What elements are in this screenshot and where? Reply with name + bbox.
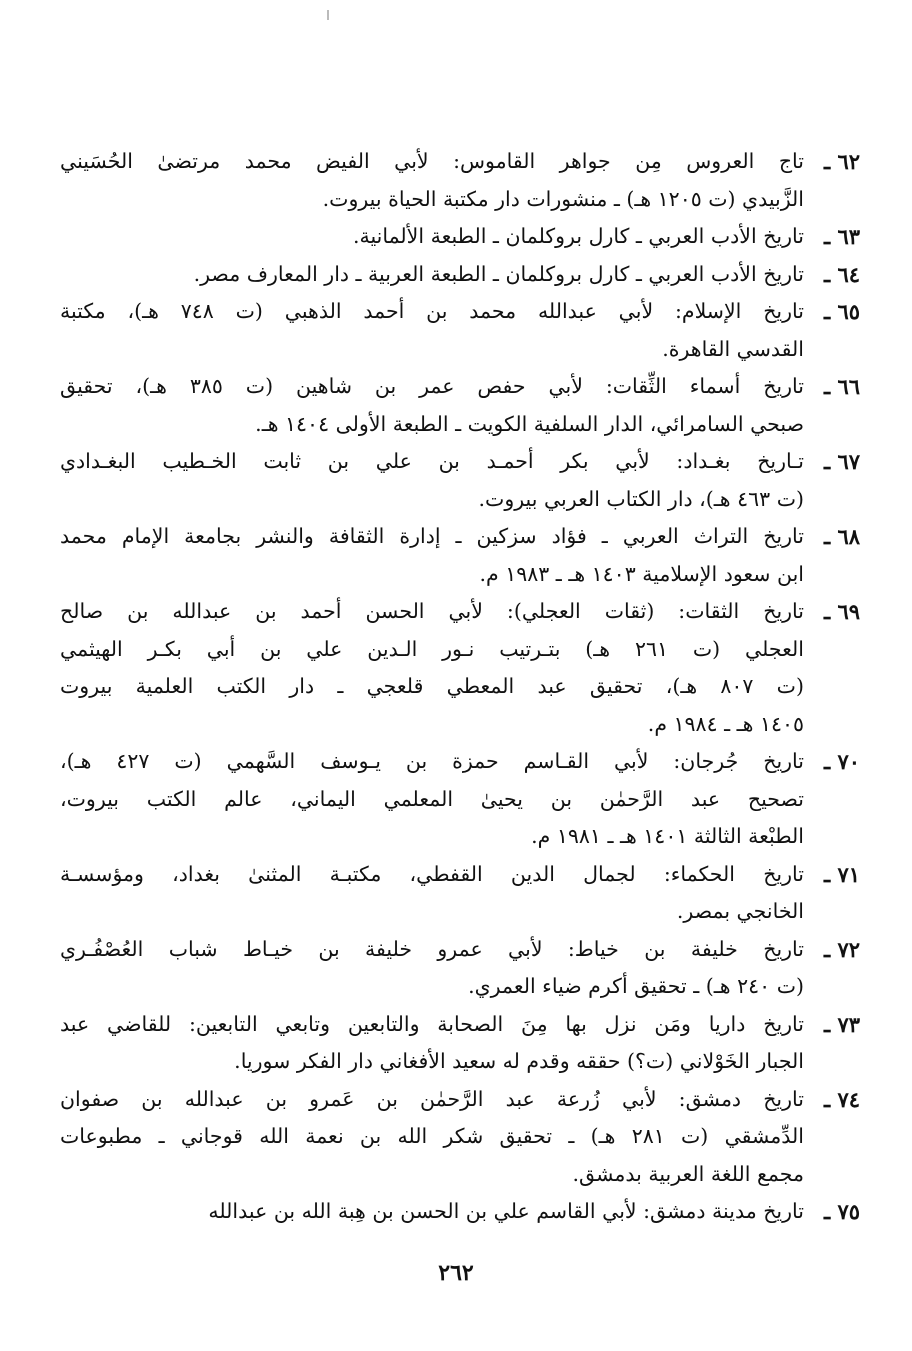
entry-text — [60, 443, 804, 518]
entry-text — [60, 368, 804, 443]
entry-line: تصحيح عبد الرَّحمٰن بن يحيىٰ المعلمي اليماني، عالم الكتب بيروت، — [60, 786, 804, 811]
top-margin-mark — [327, 10, 329, 20]
entry-line: تاريخ الأدب العربي ـ كارل بروكلمان ـ الطبعة العربية ـ دار المعارف مصر. — [193, 261, 804, 286]
entry-line: تـاريخ بغـداد: لأبي بكر أحمـد بن علي بن ثابت الخـطيب البغـدادي — [60, 449, 804, 473]
entry-text — [60, 256, 804, 294]
entry-line: تاريخ خليفة بن خياط: لأبي عمرو خليفة بن خيـاط شباب العُصْفُـري — [60, 936, 804, 961]
entry-line: (ت ٤٦٣ هـ)، دار الكتاب العربي بيروت. — [478, 486, 804, 511]
entry-number: ٦٨ ـ — [823, 524, 860, 549]
entry-number: ٦٤ ـ — [823, 261, 860, 287]
entry-line: تاريخ دمشق: لأبي زُرعة عبد الرَّحمٰن بن عَمرو بن عبدالله بن صفوان — [60, 1086, 804, 1111]
entry-number: ٧١ ـ — [823, 861, 860, 887]
entry-text — [60, 1193, 804, 1231]
entry-line: تاريخ الحكماء: لجمال الدين القفطي، مكتبـة المثنىٰ بغداد، ومؤسسـة — [60, 861, 804, 886]
entry-number: ٦٥ ـ — [823, 299, 860, 324]
entry-line: ١٤٠٥ هـ ـ ١٩٨٤ م. — [647, 711, 804, 736]
entry-number: ٧٢ ـ — [823, 936, 860, 962]
entry-number: ٦٧ ـ — [823, 449, 860, 474]
bibliography-entry — [60, 293, 860, 368]
entry-line: تاريخ الإسلام: لأبي عبدالله محمد بن أحمد الذهبي (ت ٧٤٨ هـ)، مكتبة — [60, 299, 804, 323]
entry-line: تاريخ أسماء الثِّقات: لأبي حفص عمر بن شاهين (ت ٣٨٥ هـ)، تحقيق — [60, 374, 804, 398]
bibliography-entry — [60, 143, 860, 218]
bibliography-entry — [60, 1081, 860, 1194]
entry-line: الجبار الخَوْلاني (ت؟) حققه وقدم له سعيد الأفغاني دار الفكر سوريا. — [234, 1049, 804, 1073]
entry-text — [60, 931, 804, 1006]
entry-text — [60, 1081, 804, 1194]
entry-text — [60, 218, 804, 256]
entry-number: ٦٢ ـ — [823, 149, 860, 174]
entry-line: العجلي (ت ٢٦١ هـ) بتـرتيب نـور الـدين علي بن أبي بكـر الهيثمي — [60, 636, 804, 661]
bibliography-entry — [60, 743, 860, 856]
page-number: ٢٦٢ — [438, 1260, 474, 1286]
bibliography-list — [60, 143, 860, 1231]
entry-text — [60, 743, 804, 856]
entry-text — [60, 518, 804, 593]
entry-text — [60, 293, 804, 368]
bibliography-entry — [60, 593, 860, 743]
entry-number: ٦٦ ـ — [823, 374, 860, 399]
entry-number: ٦٩ ـ — [823, 599, 860, 624]
entry-line: تاريخ داريا ومَن نزل بها مِنَ الصحابة والتابعين وتابعي التابعين: للقاضي عبد — [60, 1011, 804, 1036]
bibliography-entry — [60, 256, 860, 294]
bibliography-entry — [60, 368, 860, 443]
entry-line: مجمع اللغة العربية بدمشق. — [572, 1161, 804, 1186]
entry-line: الطبْعة الثالثة ١٤٠١ هـ ـ ١٩٨١ م. — [531, 824, 804, 848]
entry-number: ٧٤ ـ — [823, 1086, 860, 1112]
entry-number: ٧٠ ـ — [823, 749, 860, 774]
bibliography-entry — [60, 1006, 860, 1081]
entry-line: تاريخ الثقات: (ثقات العجلي): لأبي الحسن أحمد بن عبدالله بن صالح — [60, 599, 804, 623]
entry-text — [60, 143, 804, 218]
entry-line: (ت ٢٤٠ هـ) ـ تحقيق أكرم ضياء العمري. — [468, 974, 804, 998]
entry-text — [60, 593, 804, 743]
entry-line: تاريخ مدينة دمشق: لأبي القاسم علي بن الحسن بن هِبة الله بن عبدالله — [208, 1199, 804, 1223]
entry-line: تاريخ الأدب العربي ـ كارل بروكلمان ـ الطبعة الألمانية. — [352, 224, 804, 248]
entry-text — [60, 1006, 804, 1081]
bibliography-entry — [60, 443, 860, 518]
bibliography-entry — [60, 1193, 860, 1231]
bibliography-entry — [60, 856, 860, 931]
bibliography-entry — [60, 518, 860, 593]
bibliography-entry — [60, 931, 860, 1006]
entry-line: (ت ٨٠٧ هـ)، تحقيق عبد المعطي قلعجي ـ دار الكتب العلمية بيروت — [60, 674, 804, 698]
entry-line: تاج العروس مِن جواهر القاموس: لأبي الفيض محمد مرتضىٰ الحُسَيني — [60, 149, 804, 173]
entry-line: الزَّبيدي (ت ١٢٠٥ هـ) ـ منشورات دار مكتبة الحياة بيروت. — [322, 186, 804, 211]
entry-line: ابن سعود الإسلامية ١٤٠٣ هـ ـ ١٩٨٣ م. — [479, 561, 804, 586]
bibliography-entry — [60, 218, 860, 256]
entry-line: صبحي السامرائي، الدار السلفية الكويت ـ الطبعة الأولى ١٤٠٤ هـ. — [255, 411, 804, 436]
entry-line: تاريخ التراث العربي ـ فؤاد سزكين ـ إدارة الثقافة والنشر بجامعة الإمام محمد — [60, 524, 804, 548]
entry-line: القدسي القاهرة. — [662, 336, 804, 361]
entry-number: ٧٣ ـ — [823, 1011, 860, 1037]
entry-number: ٧٥ ـ — [823, 1199, 860, 1224]
entry-line: الدِّمشقي (ت ٢٨١ هـ) ـ تحقيق شكر الله بن نعمة الله قوجاني ـ مطبوعات — [60, 1124, 804, 1148]
entry-line: تاريخ جُرجان: لأبي القـاسم حمزة بن يـوسف السَّهمي (ت ٤٢٧ هـ)، — [60, 749, 804, 773]
entry-line: الخانجي بمصر. — [676, 899, 804, 923]
entry-number: ٦٣ ـ — [823, 224, 860, 249]
entry-text — [60, 856, 804, 931]
